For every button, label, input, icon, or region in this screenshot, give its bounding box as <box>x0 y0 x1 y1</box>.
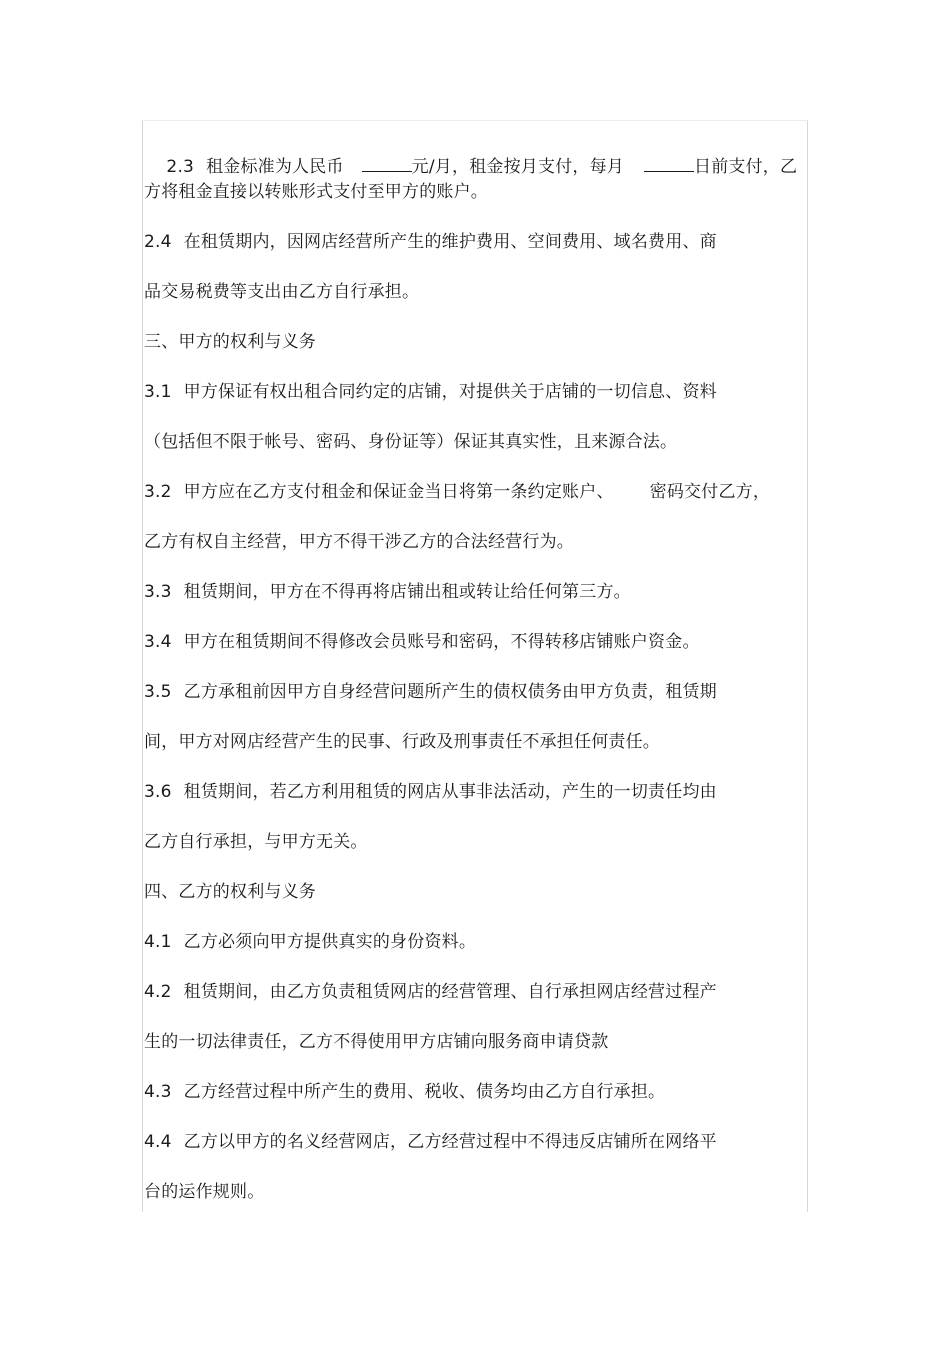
clause-number: 3.3 <box>144 582 172 602</box>
section-heading-4: 四、乙方的权利与义务 <box>144 882 316 902</box>
clause-number: 2.4 <box>144 232 172 252</box>
clause-3-2 <box>144 480 770 504</box>
clause-text: 乙方必须向甲方提供真实的身份资料。 <box>183 932 477 952</box>
clause-number: 2.3 <box>166 157 195 177</box>
clause-text: 在租赁期内，因网店经营所产生的维护费用、空间费用、域名费用、商 <box>183 232 717 252</box>
clause-text: 租赁期间，若乙方利用租赁的网店从事非法活动，产生的一切责任均由 <box>183 782 717 802</box>
clause-text-part3: 日前支付，乙 <box>694 157 798 177</box>
clause-number: 3.1 <box>144 382 172 402</box>
clause-number: 3.5 <box>144 682 172 702</box>
clause-text: 乙方以甲方的名义经营网店，乙方经营过程中不得违反店铺所在网络平 <box>183 1132 717 1152</box>
clause-3-2-cont: 乙方有权自主经营，甲方不得干涉乙方的合法经营行为。 <box>144 532 574 552</box>
clause-4-4 <box>144 1130 717 1154</box>
clause-number: 4.3 <box>144 1082 172 1102</box>
clause-text-part1: 租金标准为人民币 <box>206 157 344 177</box>
clause-3-1-cont: （包括但不限于帐号、密码、身份证等）保证其真实性，且来源合法。 <box>144 432 678 452</box>
clause-number: 3.4 <box>144 632 172 652</box>
clause-4-3 <box>144 1080 665 1104</box>
clause-text-part2: 密码交付乙方， <box>649 482 771 502</box>
section-heading-3: 三、甲方的权利与义务 <box>144 332 316 352</box>
clause-number: 3.2 <box>144 482 172 502</box>
clause-3-4 <box>144 630 700 654</box>
clause-text: 租赁期间，甲方在不得再将店铺出租或转让给任何第三方。 <box>183 582 631 602</box>
clause-2-3-cont: 方将租金直接以转账形式支付至甲方的账户。 <box>144 182 488 202</box>
clause-3-5 <box>144 680 717 704</box>
rent-amount-blank <box>362 154 412 172</box>
clause-3-3 <box>144 580 631 604</box>
clause-3-1 <box>144 380 717 404</box>
clause-number: 4.1 <box>144 932 172 952</box>
payment-day-blank <box>644 154 694 172</box>
clause-number: 4.2 <box>144 982 172 1002</box>
clause-3-6 <box>144 780 717 804</box>
clause-4-2 <box>144 980 717 1004</box>
clause-text: 乙方经营过程中所产生的费用、税收、债务均由乙方自行承担。 <box>183 1082 666 1102</box>
clause-number: 4.4 <box>144 1132 172 1152</box>
clause-4-2-cont: 生的一切法律责任，乙方不得使用甲方店铺向服务商申请贷款 <box>144 1032 609 1052</box>
clause-3-6-cont: 乙方自行承担，与甲方无关。 <box>144 832 368 852</box>
clause-4-4-cont: 台的运作规则。 <box>144 1182 265 1202</box>
clause-text: 乙方承租前因甲方自身经营问题所产生的债权债务由甲方负责，租赁期 <box>183 682 717 702</box>
clause-text: 甲方应在乙方支付租金和保证金当日将第一条约定账户、 <box>183 482 614 502</box>
clause-text: 租赁期间，由乙方负责租赁网店的经营管理、自行承担网店经营过程产 <box>183 982 717 1002</box>
clause-text: 甲方保证有权出租合同约定的店铺，对提供关于店铺的一切信息、资料 <box>183 382 717 402</box>
clause-2-4 <box>144 230 717 254</box>
clause-text-part2: 元/月，租金按月支付，每月 <box>411 157 624 177</box>
clause-text: 甲方在租赁期间不得修改会员账号和密码，不得转移店铺账户资金。 <box>183 632 700 652</box>
clause-number: 3.6 <box>144 782 172 802</box>
clause-2-4-cont: 品交易税费等支出由乙方自行承担。 <box>144 282 420 302</box>
clause-3-5-cont: 间，甲方对网店经营产生的民事、行政及刑事责任不承担任何责任。 <box>144 732 660 752</box>
clause-4-1 <box>144 930 476 954</box>
